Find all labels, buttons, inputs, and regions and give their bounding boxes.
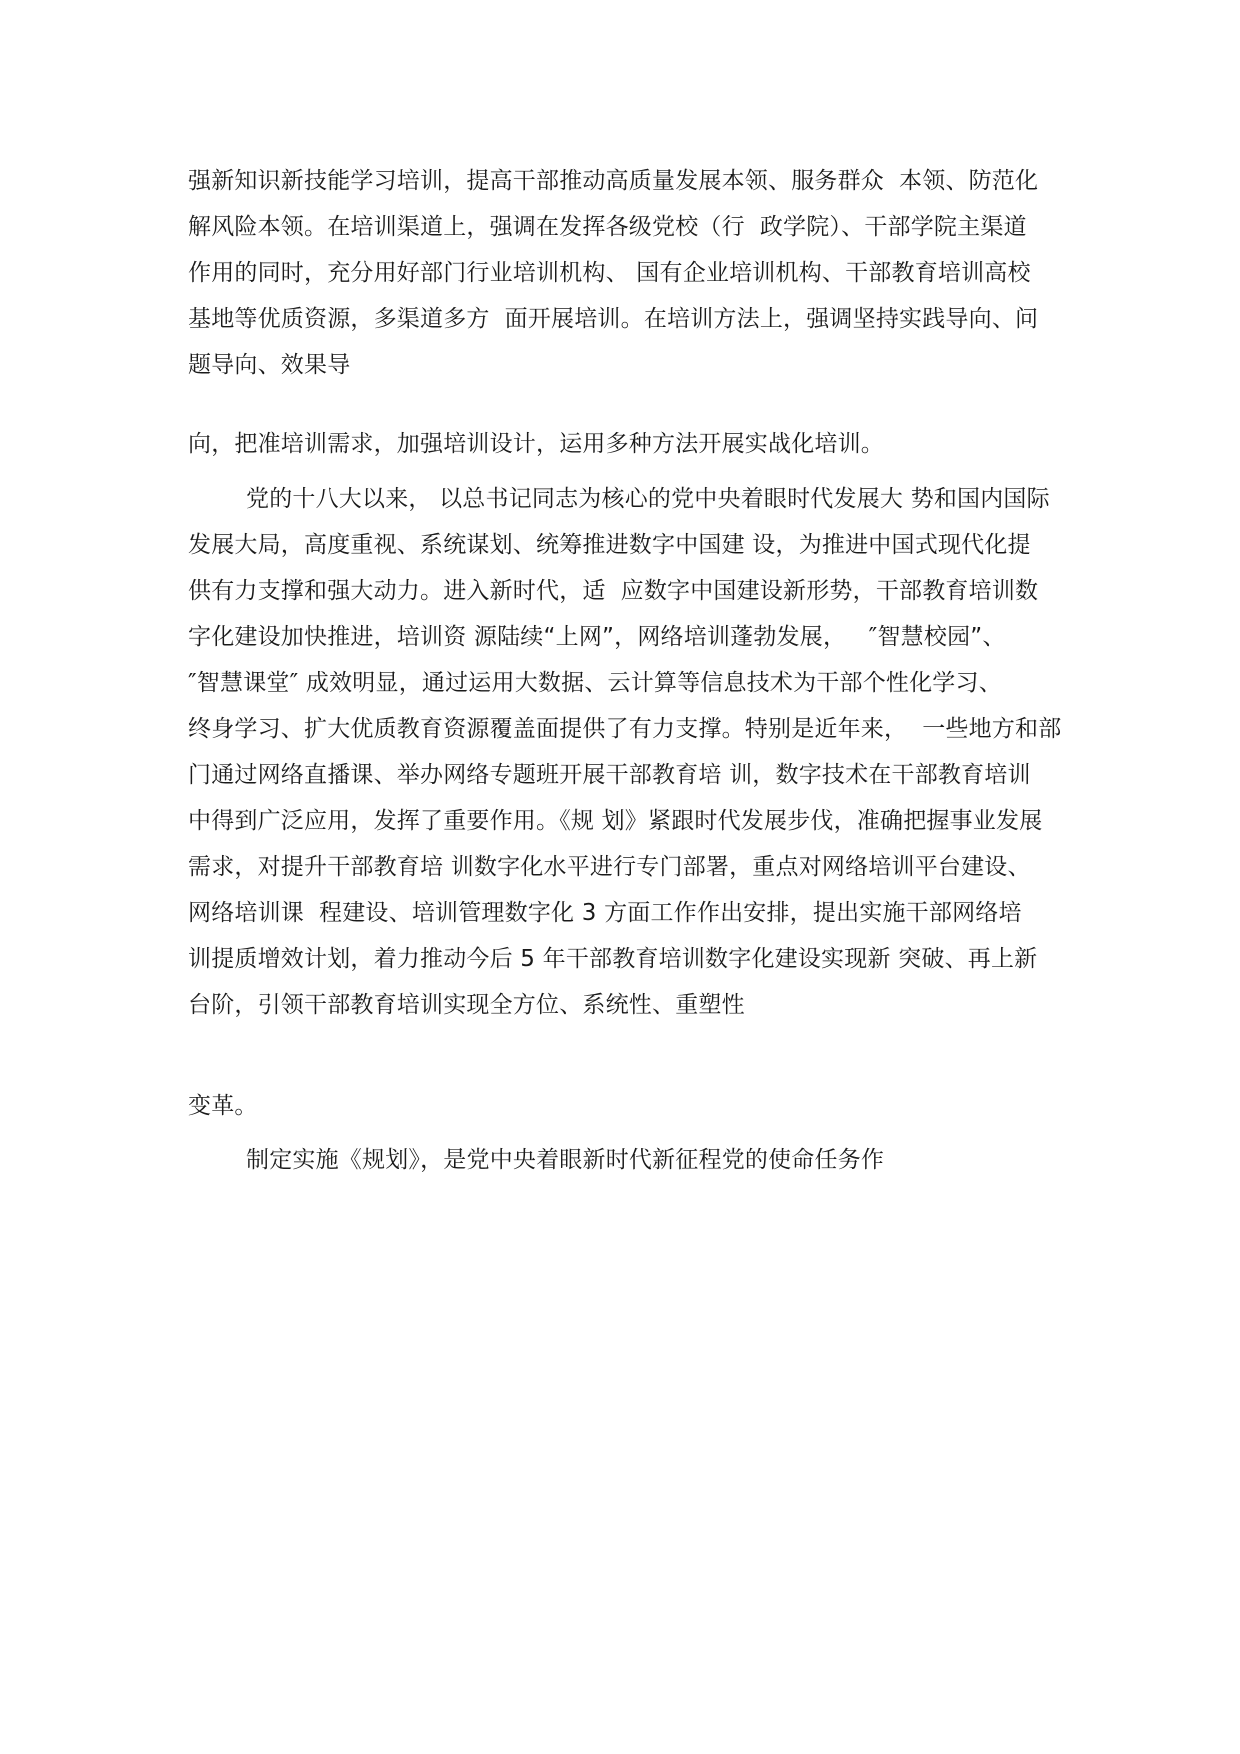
text-line: 发展大局，高度重视、系统谋划、统筹推进数字中国建 设，为推进中国式现代化提: [188, 532, 1031, 558]
text-line: 门通过网络直播课、举办网络专题班开展干部教育培 训，数字技术在干部教育培训: [188, 762, 1031, 788]
paragraph-training-continuation: [188, 421, 1063, 467]
text-line: 向，把准培训需求，加强培训设计，运用多种方法开展实战化培训。: [188, 431, 884, 457]
text-line: 作用的同时，充分用好部门行业培训机构、 国有企业培训机构、干部教育培训高校: [188, 260, 1031, 286]
text-line: 终身学习、扩大优质教育资源覆盖面提供了有力支撑。特别是近年来， 一些地方和部: [188, 716, 1062, 742]
paragraph-digitalization-continuation: [188, 1083, 1063, 1129]
paragraph-training-content: [188, 158, 1063, 388]
paragraph-digitalization: [188, 476, 1063, 1028]
text-line: 党的十八大以来， 以总书记同志为核心的党中央着眼时代发展大 势和国内国际: [246, 486, 1050, 512]
text-line: 制定实施《规划》，是党中央着眼新时代新征程党的使命任务作: [246, 1147, 885, 1173]
text-line: 字化建设加快推进，培训资 源陆续“上网”，网络培训蓬勃发展， ″智慧校园”、: [188, 624, 1006, 650]
text-line: 题导向、效果导: [188, 352, 351, 378]
text-line: 训提质增效计划，着力推动今后 5 年干部教育培训数字化建设实现新 突破、再上新: [188, 946, 1038, 972]
paragraph-plan-implementation: [188, 1137, 1063, 1183]
text-line: 供有力支撑和强大动力。进入新时代，适 应数字中国建设新形势，干部教育培训数: [188, 578, 1039, 604]
text-line: 需求，对提升干部教育培 训数字化水平进行专门部署，重点对网络培训平台建设、: [188, 854, 1031, 880]
text-line: 强新知识新技能学习培训，提高干部推动高质量发展本领、服务群众 本领、防范化: [188, 168, 1039, 194]
text-line: 解风险本领。在培训渠道上，强调在发挥各级党校（行 政学院）、干部学院主渠道: [188, 214, 1027, 240]
text-line: 台阶，引领干部教育培训实现全方位、系统性、重塑性: [188, 992, 745, 1018]
text-line: ″智慧课堂″ 成效明显，通过运用大数据、云计算等信息技术为干部个性化学习、: [188, 670, 1002, 696]
text-line: 变革。: [188, 1093, 258, 1119]
text-line: 基地等优质资源，多渠道多方 面开展培训。在培训方法上，强调坚持实践导向、问: [188, 306, 1039, 332]
text-line: 中得到广泛应用，发挥了重要作用。《规 划》紧跟时代发展步伐，准确把握事业发展: [188, 808, 1043, 834]
text-line: 网络培训课 程建设、培训管理数字化 3 方面工作作出安排，提出实施干部网络培: [188, 900, 1022, 926]
